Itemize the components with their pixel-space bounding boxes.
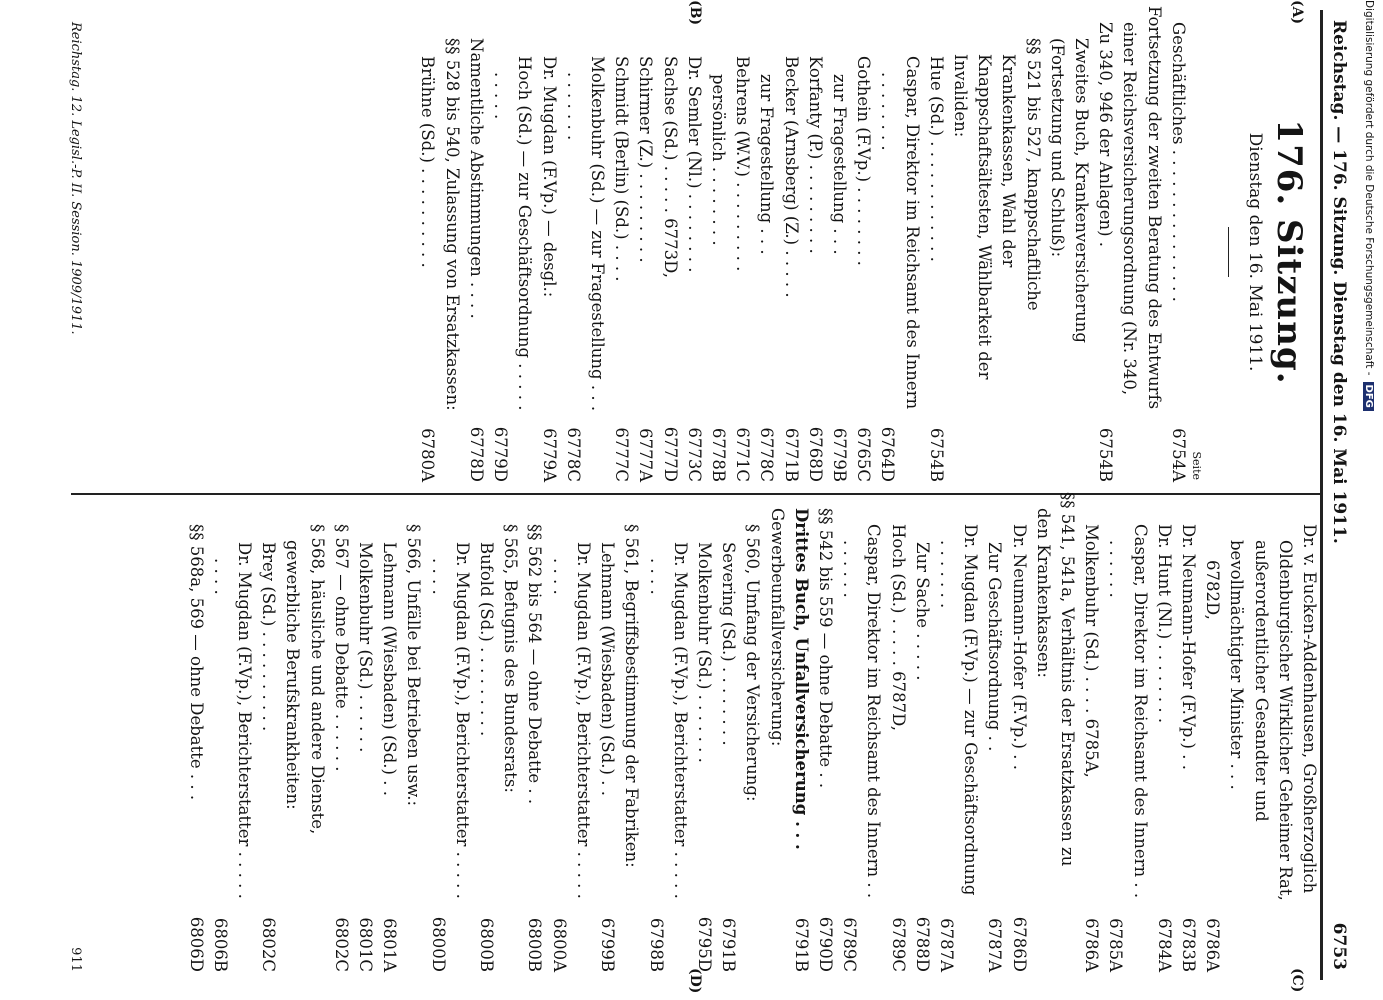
toc-entry-text: zur Fragestellung . . . — [757, 74, 777, 255]
toc-entry — [329, 508, 353, 972]
toc-entry-text: Zur Geschäftsordnung . . — [985, 542, 1005, 752]
toc-entry-text: Dr. Mugdan (F.Vp.), Berichterstatter . . . . . . . . . — [646, 542, 690, 899]
toc-entry-text: Molkenbuhr (Sd.) — zur Fragestellung . . . . . . . . . . — [563, 56, 607, 412]
toc-entry — [464, 22, 488, 482]
toc-page-ref: 6778C — [757, 427, 777, 482]
toc-page-ref: 6778D — [466, 426, 486, 482]
toc-entry-text: Hoch (Sd.) — zur Geschäftsordnung . . . . . . . . . . — [491, 56, 535, 411]
toc-page-ref: 6799B — [598, 917, 618, 972]
toc-entry-text: § 566, Unfälle bei Betrieben usw.: — [404, 524, 424, 807]
toc-page-ref: 6798B — [646, 917, 666, 972]
toc-entry-text: Bufold (Sd.) . . . . . . . . . — [477, 542, 497, 737]
toc-page-ref: 6789C — [840, 917, 860, 972]
toc-entry — [1103, 508, 1151, 972]
footer-imprint: Reichstag. 12. Legisl.-P. II. Session. 1909/1911. — [68, 22, 83, 335]
toc-entry — [789, 508, 813, 972]
toc-entry-text: Dr. v. Eucken-Addenhausen, Großherzoglich Oldenburgischer Wirklicher Geheimer Rat, außerordentlicher Gesandter und bevollmächtigter Minister . . . — [1227, 524, 1319, 901]
toc-entry — [1166, 22, 1190, 482]
toc-page-ref: 6779B — [829, 427, 849, 482]
toc-entry-text: Geschäftliches . . . . . . . . . . . . . . . — [1168, 22, 1188, 302]
toc-entry — [1093, 6, 1166, 482]
toc-page-ref: 6779A — [539, 428, 559, 482]
toc-entry-text: Brey (Sd.) . . . . . . . . . . — [259, 542, 279, 732]
toc-entry — [740, 508, 764, 972]
toc-entry-text: zur Fragestellung . . . — [829, 74, 849, 255]
toc-entry — [256, 508, 280, 972]
toc-entry — [1006, 508, 1030, 972]
toc-entry — [1152, 508, 1176, 972]
toc-page-ref: 6780A — [418, 428, 438, 482]
toc-page-ref: 6786D — [1009, 916, 1029, 972]
toc-entry-text: Becker (Arnsberg) (Z.) . . . . . — [781, 56, 801, 298]
toc-page-ref: 6791B — [791, 917, 811, 972]
margin-mark-d: (D) — [687, 968, 703, 994]
dfg-logo: DFG — [1363, 382, 1374, 411]
toc-entry-text: Caspar, Direktor im Reichsamt des Innern . . . . . . . . — [840, 524, 884, 899]
toc-entry-text: Dr. Semler (Nl.) . . . . . . . . — [684, 56, 704, 273]
toc-page-ref: 6802C — [331, 917, 351, 972]
toc-entry-text: Sachse (Sd.) . . . . . 6773D, — [660, 56, 680, 279]
session-date: Dienstag den 16. Mai 1911. — [1245, 132, 1265, 372]
digitization-credit — [1357, 0, 1375, 1000]
margin-mark-b: (B) — [687, 0, 703, 26]
toc-page-ref: 6754A — [1168, 428, 1188, 482]
toc-entry-text: Schirmer (Z.) . . . . . . . . . — [636, 56, 656, 263]
signature-number: 911 — [68, 947, 83, 972]
toc-entry — [716, 508, 740, 972]
toc-entry — [730, 22, 754, 482]
toc-entry-text: Dr. Neumann-Hofer (F.Vp.) . . — [1009, 524, 1029, 770]
toc-page-ref: 6790D — [815, 916, 835, 972]
margin-mark-a: (A) — [1289, 0, 1305, 25]
toc-entry — [910, 508, 934, 972]
toc-entry-text: Molkenbuhr (Sd.) . . . . . . . — [694, 542, 714, 763]
toc-page-ref: 6800B — [525, 917, 545, 972]
toc-entry — [474, 508, 498, 972]
toc-page-ref: 6802C — [259, 917, 279, 972]
toc-page-ref: 6784A — [1154, 918, 1174, 972]
toc-entry — [851, 22, 875, 482]
toc-entry-text: persönlich . . . . . . . . — [708, 74, 728, 246]
toc-entry-text: §§ 562 bis 564 — ohne Debatte . . — [525, 524, 545, 805]
toc-entry — [522, 508, 546, 972]
seite-label: Seite — [1189, 451, 1203, 480]
page-number: 6753 — [1329, 922, 1349, 970]
toc-page-ref: 6765C — [854, 427, 874, 482]
toc-entry-text: Severing (Sd.) . . . . . . . . — [719, 542, 739, 746]
toc-entry — [682, 22, 706, 482]
toc-entry — [1045, 22, 1093, 482]
toc-entry-text: Namentliche Abstimmungen . . . . — [466, 38, 486, 319]
toc-page-ref: 6800B — [477, 917, 497, 972]
toc-entry-text: Zweites Buch, Krankenversicherung (Fortsetzung und Schluß): — [1047, 38, 1091, 343]
toc-entry — [547, 508, 595, 972]
toc-page-ref: 6783B — [1178, 917, 1198, 972]
toc-entry-text: § 568, häusliche und andere Dienste, gewerbliche Berufskrankheiten: — [283, 524, 327, 835]
toc-page-ref: 6806B — [210, 917, 230, 972]
toc-entry-text: Dr. Mugdan (F.Vp.) — zur Geschäftsordnung . . . . . . . — [936, 524, 981, 896]
toc-page-ref: 6777D — [660, 426, 680, 482]
toc-entry-text: § 567 — ohne Debatte . . . . . . — [331, 524, 351, 772]
toc-page-ref: 6773C — [684, 427, 704, 482]
toc-entry — [657, 22, 681, 482]
toc-entry-text: § 560, Umfang der Versicherung: — [743, 524, 763, 802]
toc-entry-text: § 565, Befugnis des Bundesrats: — [501, 524, 521, 793]
toc-entry-text: Caspar, Direktor im Reichsamt des Innern . . . . . . . . — [1106, 524, 1150, 899]
toc-entry — [1079, 508, 1103, 972]
toc-page-ref: 6787A — [936, 918, 956, 972]
toc-entry — [1031, 492, 1079, 972]
right-entries — [183, 492, 1321, 972]
toc-entry — [498, 508, 522, 972]
toc-entry-text: Fortsetzung der zweiten Beratung des Entwurfs einer Reichsversicherungsordnung (Nr. 340, Zu 340, 946 der Anlagen) . — [1096, 6, 1164, 410]
session-title: 176. Sitzung. — [1269, 119, 1309, 385]
toc-page-ref: 6754B — [926, 427, 946, 482]
credit-text: Digitalisierung gefördert durch die Deutsche Forschungsgemeinschaft - — [1363, 0, 1375, 376]
toc-entry — [934, 508, 982, 972]
toc-entry — [415, 22, 439, 482]
toc-page-ref: 6786A — [1082, 918, 1102, 972]
toc-entry-text: Schmidt (Berlin) (Sd.) . . . . — [612, 56, 632, 282]
toc-page-ref: 6771C — [733, 427, 753, 482]
toc-entry-text: Dr. Neumann-Hofer (F.Vp.) . . — [1178, 524, 1198, 770]
toc-entry-text: Gewerbeunfallversicherung: — [767, 508, 787, 747]
toc-entry — [536, 22, 560, 482]
toc-page-ref: 6777C — [612, 427, 632, 482]
toc-page-ref: 6795D — [694, 916, 714, 972]
toc-entry-text: §§ 542 bis 559 — ohne Debatte . . — [815, 508, 835, 789]
toc-entry-text: §§ 568a, 569 — ohne Debatte . . . — [186, 524, 206, 801]
toc-page-ref: 6771B — [781, 427, 801, 482]
left-entries — [415, 6, 1190, 482]
toc-page-ref: 6778C — [563, 427, 583, 482]
toc-entry-text: Molkenbuhr (Sd.) . . . . . . — [356, 542, 376, 753]
toc-entry-text: §§ 528 bis 540, Zulassung von Ersatzkassen: — [442, 38, 462, 411]
toc-entry — [827, 22, 851, 482]
toc-page-ref: 6764D — [878, 426, 898, 482]
toc-entry-text: §§ 541, 541a, Verhältnis der Ersatzkassen zu den Krankenkassen: — [1033, 492, 1077, 867]
running-head — [1323, 20, 1349, 970]
toc-entry — [488, 22, 536, 482]
toc-entry — [837, 508, 885, 972]
toc-entry-text: Gothein (F.Vp.) . . . . . . . . — [854, 56, 874, 266]
toc-entry — [280, 508, 328, 972]
right-column — [183, 492, 1321, 972]
left-column — [415, 6, 1321, 482]
toc-entry — [875, 22, 923, 482]
toc-entry-text: Hoch (Sd.) . . . . . 6787D, — [888, 524, 908, 731]
toc-entry — [1200, 508, 1224, 972]
title-rule — [1228, 227, 1229, 277]
toc-entry — [353, 508, 377, 972]
toc-entry-text: Lehmann (Wiesbaden) (Sd.) . . — [598, 542, 618, 796]
toc-entry-text: Molkenbuhr (Sd.) . . . . 6785A, — [1082, 524, 1102, 778]
toc-page-ref: 6754B — [1096, 427, 1116, 482]
toc-entry — [692, 508, 716, 972]
toc-entry-text: Dr. Mugdan (F.Vp.), Berichterstatter . . . . . . . . . — [210, 542, 255, 899]
toc-entry — [1224, 508, 1321, 972]
toc-page-ref: 6779D — [491, 426, 511, 482]
toc-page-ref: 6800A — [549, 918, 569, 972]
toc-page-ref: 6801A — [380, 918, 400, 972]
toc-entry — [948, 22, 1045, 482]
toc-entry-text: Dr. Mugdan (F.Vp.) — desgl.: — [539, 56, 559, 298]
toc-page-ref: 6800D — [428, 916, 448, 972]
toc-entry — [609, 22, 633, 482]
toc-entry — [764, 508, 788, 972]
toc-entry-text: Behrens (W.V.) . . . . . . . . . — [733, 56, 753, 272]
running-head-title: Reichstag. — 176. Sitzung. Dienstag den 16. Mai 1911. — [1329, 20, 1349, 544]
toc-entry-text: § 561, Begriffsbestimmung der Fabriken: — [622, 524, 642, 868]
toc-entry — [778, 22, 802, 482]
toc-page-ref: 6806D — [186, 916, 206, 972]
margin-mark-c: (C) — [1289, 968, 1305, 993]
toc-entry — [924, 22, 948, 482]
toc-entry-text: Lehmann (Wiesbaden) (Sd.) . . — [380, 542, 400, 796]
toc-entry-text: Zur Sache . . . . . — [912, 542, 932, 681]
toc-entry-text: 6782D, — [1203, 560, 1223, 620]
toc-page-ref: 6801C — [356, 917, 376, 972]
toc-entry — [885, 508, 909, 972]
toc-entry — [561, 22, 609, 482]
toc-entry — [183, 508, 207, 972]
toc-entry-text: Dr. Mugdan (F.Vp.), Berichterstatter . . . . . . . . . — [428, 542, 472, 899]
toc-entry-text: §§ 521 bis 527, knappschaftliche Krankenkassen, Wahl der Knappschaftsältesten, Wählbarkeit der Invaliden: — [950, 38, 1043, 380]
column-divider — [71, 493, 1321, 495]
toc-entry — [377, 508, 401, 972]
toc-entry — [425, 508, 473, 972]
toc-entry-text: Brühne (Sd.) . . . . . . . . . . — [418, 56, 438, 268]
toc-entry — [1176, 508, 1200, 972]
toc-page-ref: 6788D — [912, 916, 932, 972]
toc-entry-text: Hue (Sd.) . . . . . . . . . . . . — [926, 56, 946, 262]
toc-page-ref: 6785A — [1106, 918, 1126, 972]
toc-entry — [643, 508, 691, 972]
toc-entry-text: Dr. Hunt (Nl.) . . . . . . . . — [1154, 524, 1174, 724]
toc-entry — [208, 508, 256, 972]
toc-page-ref: 6787A — [985, 918, 1005, 972]
toc-entry — [982, 508, 1006, 972]
toc-entry — [813, 508, 837, 972]
toc-page-ref: 6778B — [708, 427, 728, 482]
toc-page-ref: 6789C — [888, 917, 908, 972]
toc-entry-text: Dr. Mugdan (F.Vp.), Berichterstatter . . . . . . . . . — [549, 542, 593, 899]
toc-entry — [440, 22, 464, 482]
toc-entry — [706, 22, 730, 482]
toc-page-ref: 6791B — [719, 917, 739, 972]
toc-entry-text: Korfanty (P.) . . . . . . . . . — [805, 56, 825, 254]
toc-entry — [633, 22, 657, 482]
toc-entry — [401, 508, 425, 972]
toc-page-ref: 6768D — [805, 426, 825, 482]
toc-page-ref: 6777A — [636, 428, 656, 482]
toc-page-ref: 6786A — [1203, 918, 1223, 972]
toc-entry-text: Caspar, Direktor im Reichsamt des Innern . . . . . . . . — [878, 56, 922, 410]
toc-entry — [619, 508, 643, 972]
toc-entry-text: Drittes Buch, Unfallversicherung . . . — [791, 508, 811, 850]
toc-entry — [595, 508, 619, 972]
toc-entry — [803, 22, 827, 482]
toc-entry — [754, 22, 778, 482]
